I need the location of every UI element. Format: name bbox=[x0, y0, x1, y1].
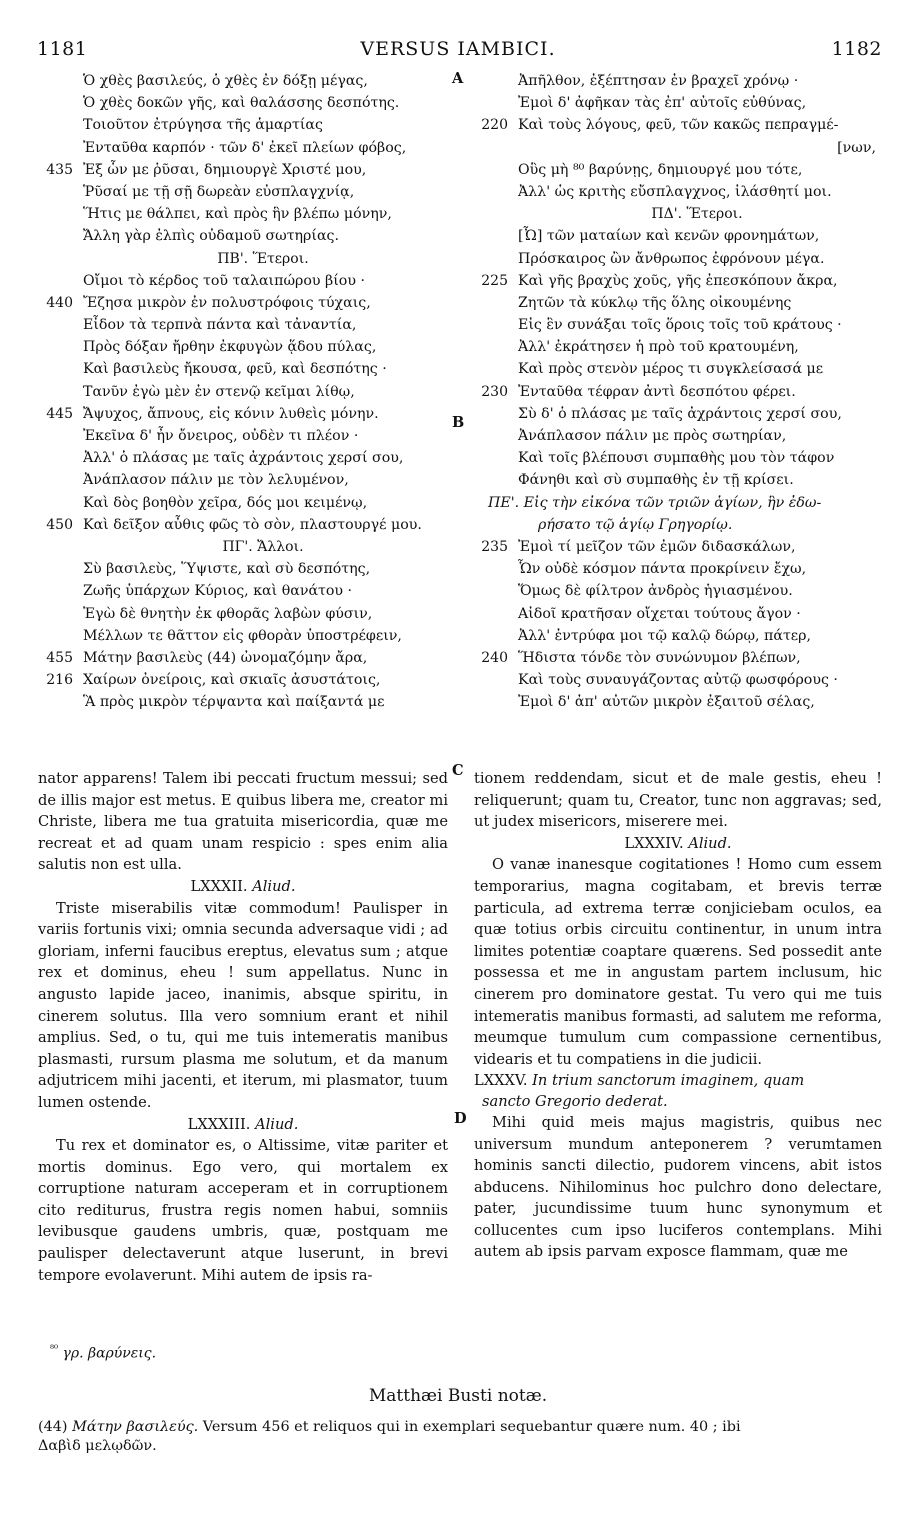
verse-text: Ἄλλη γὰρ ἐλπὶς οὐδαμοῦ σωτηρίας. bbox=[83, 228, 339, 245]
left-page-number: 1181 bbox=[37, 38, 88, 60]
verse-text: Ἀνάπλασον πάλιν με πρὸς σωτηρίαν, bbox=[518, 428, 787, 444]
verse-line bbox=[83, 358, 443, 380]
verse-text: Καὶ δὸς βοηθὸν χεῖρα, δός μοι κειμένῳ, bbox=[83, 494, 368, 511]
verse-text: ΠΓ'. Ἄλλοι. bbox=[222, 538, 304, 555]
verse-line bbox=[518, 70, 876, 92]
verse-number: 216 bbox=[46, 672, 73, 689]
verse-line bbox=[518, 603, 876, 625]
section-heading bbox=[38, 1114, 448, 1136]
verse-line bbox=[83, 381, 443, 403]
verse-text: Ῥῦσαί με τῇ σῇ δωρεὰν εὐσπλαγχνίᾳ, bbox=[83, 183, 355, 200]
latin-paragraph: nator apparens! Talem ibi peccati fructum messui; sed de illis major est metus. E quibus libera me, creator mi Christe, libera me tua gratuita misericordia, quæ me recreat et ad quam unam respicio : spes enim alia salutis non est ulla. bbox=[38, 770, 448, 874]
margin-marker-a: A bbox=[452, 70, 464, 87]
verse-line bbox=[481, 381, 876, 403]
verse-number: 450 bbox=[46, 516, 73, 533]
verse-text: Μάτην βασιλεὺς (44) ὠνομαζόμην ἄρα, bbox=[83, 649, 368, 666]
latin-translation-column-left bbox=[38, 768, 448, 1286]
verse-text: Ὁ χθὲς δοκῶν γῆς, καὶ θαλάσσης δεσπότης. bbox=[83, 95, 400, 112]
verse-line bbox=[488, 492, 876, 514]
verse-line bbox=[83, 225, 443, 247]
margin-marker-b: B bbox=[452, 414, 465, 431]
verse-text: Μέλλων τε θᾶττον εἰς φθορὰν ὑποστρέφειν, bbox=[83, 627, 402, 644]
footnote bbox=[50, 1344, 156, 1362]
verse-line bbox=[518, 181, 876, 203]
verse-line bbox=[83, 137, 443, 159]
verse-line bbox=[481, 270, 876, 292]
verse-text: Φάνηθι καὶ σὺ συμπαθὴς ἐν τῇ κρίσει. bbox=[518, 472, 794, 489]
verse-line bbox=[83, 203, 443, 225]
verse-line bbox=[83, 603, 443, 625]
verse-line bbox=[83, 558, 443, 580]
verse-text: Οἴμοι τὸ κέρδος τοῦ ταλαιπώρου βίου · bbox=[83, 272, 365, 289]
notes-title: Matthæi Busti notæ. bbox=[368, 1386, 548, 1406]
verse-text: Τοιοῦτον ἐτρύγησα τῆς ἁμαρτίας bbox=[83, 117, 323, 134]
verse-line bbox=[518, 292, 876, 314]
verse-text: Ἄψυχος, ἄπνους, εἰς κόνιν λυθεὶς μόνην. bbox=[83, 405, 379, 422]
verse-line bbox=[46, 647, 443, 669]
verse-line bbox=[46, 292, 443, 314]
greek-verse-column-right bbox=[481, 70, 876, 713]
verse-text: Καὶ τοὺς συναυγάζοντας αὐτῷ φωσφόρους · bbox=[518, 672, 838, 689]
verse-text: Ἐνταῦθα καρπόν · τῶν δ' ἐκεῖ πλείων φόβος, bbox=[83, 139, 407, 156]
section-number: LXXXV. bbox=[474, 1072, 528, 1090]
footnote-mark: ⁸⁰ bbox=[50, 1344, 59, 1355]
verse-section-heading bbox=[518, 203, 876, 225]
verse-text: Εἰς ἓν συνάξαι τοῖς ὅροις τοῖς τοῦ κράτους · bbox=[518, 317, 842, 334]
verse-text: Σὺ βασιλεὺς, Ὕψιστε, καὶ σὺ δεσπότης, bbox=[83, 561, 371, 578]
verse-number: 435 bbox=[46, 161, 73, 178]
section-heading bbox=[474, 833, 882, 855]
verse-line bbox=[46, 514, 443, 536]
verse-line bbox=[481, 536, 876, 558]
verse-text: Καὶ τοῖς βλέπουσι συμπαθὴς μου τὸν τάφον bbox=[518, 450, 835, 467]
verse-text: Ἀπῆλθον, ἐξέπτησαν ἐν βραχεῖ χρόνῳ · bbox=[518, 73, 799, 89]
verse-line bbox=[518, 314, 876, 336]
verse-section-heading bbox=[83, 248, 443, 270]
verse-line bbox=[481, 647, 876, 669]
verse-text: Ἀνάπλασον πάλιν με τὸν λελυμένον, bbox=[83, 472, 349, 489]
section-title: Aliud. bbox=[688, 834, 732, 852]
verse-number: 220 bbox=[481, 117, 508, 134]
verse-line bbox=[83, 92, 443, 114]
verse-line bbox=[518, 248, 876, 270]
verse-line bbox=[46, 403, 443, 425]
verse-text: Ζητῶν τὰ κύκλῳ τῆς ὅλης οἰκουμένης bbox=[518, 294, 792, 311]
section-heading bbox=[474, 1070, 882, 1092]
verse-line bbox=[46, 159, 443, 181]
verse-text: Ζωῆς ὑπάρχων Κύριος, καὶ θανάτου · bbox=[83, 583, 353, 600]
verse-line bbox=[518, 336, 876, 358]
verse-line bbox=[83, 270, 443, 292]
verse-text: Ἥτις με θάλπει, καὶ πρὸς ἣν βλέπω μόνην, bbox=[83, 206, 392, 223]
verse-text: ΠΔ'. Ἕτεροι. bbox=[651, 206, 743, 223]
latin-paragraph: Mihi quid meis majus magistris, quibus nec universum mundum anteponerem ? verumtamen hominis sancti dilectio, pudorem vincens, abit istos abducens. Nihilominus hoc pulchro dono delectare, pater, jucundissime tuum hunc synonymum et collucentes cum ipso luciferos contemplans. Mihi autem ab ipsis parvam exposce flammam, quæ me bbox=[474, 1113, 882, 1261]
editor-note bbox=[38, 1418, 882, 1456]
verse-line bbox=[46, 669, 443, 691]
verse-line bbox=[518, 92, 876, 114]
verse-text: ΠΒ'. Ἕτεροι. bbox=[217, 250, 309, 267]
verse-text: [νων, bbox=[837, 139, 876, 156]
verse-text: Τανῦν ἐγὼ μὲν ἐν στενῷ κεῖμαι λίθῳ, bbox=[83, 383, 355, 400]
section-heading bbox=[38, 876, 448, 898]
verse-number: 225 bbox=[481, 272, 508, 289]
verse-section-heading bbox=[83, 536, 443, 558]
note-text: Versum 456 et reliquos qui in exemplari sequebantur quære num. 40 ; ibi bbox=[202, 1419, 741, 1435]
section-number: LXXXII. bbox=[190, 877, 248, 895]
margin-marker-c: C bbox=[452, 762, 464, 779]
verse-text: Ἥδιστα τόνδε τὸν συνώνυμον βλέπων, bbox=[518, 649, 801, 666]
verse-line bbox=[518, 358, 876, 380]
verse-text: Ἀλλ' ὡς κριτὴς εὔσπλαγχνος, ἱλάσθητί μοι. bbox=[518, 183, 832, 200]
verse-number: 445 bbox=[46, 405, 73, 422]
verse-text: Καὶ πρὸς στενὸν μέρος τι συγκλείσασά με bbox=[518, 361, 824, 378]
verse-line bbox=[481, 114, 876, 136]
running-title: VERSUS IAMBICI. bbox=[360, 38, 556, 60]
verse-text: Ἔζησα μικρὸν ἐν πολυστρόφοις τύχαις, bbox=[83, 294, 371, 311]
verse-line bbox=[83, 447, 443, 469]
verse-text: Ἐκεῖνα δ' ἦν ὄνειρος, οὐδὲν τι πλέον · bbox=[83, 428, 359, 444]
note-ref: (44) bbox=[38, 1419, 68, 1435]
verse-line bbox=[518, 514, 876, 536]
latin-paragraph: Tu rex et dominator es, o Altissime, vitæ pariter et mortis dominus. Ego vero, qui mortalem ex corruptione naturam acceperam et in corruptionem cito rediturus, frustra regis nomen habui, somniis levibusque gaudens umbris, quæ, postquam me paulisper delectaverunt atque luserunt, in brevi tempore evolaverunt. Mihi autem de ipsis ra- bbox=[38, 1137, 448, 1284]
note-text-line2: Δαβὶδ μελῳδῶν. bbox=[38, 1438, 157, 1454]
verse-text: Χαίρων ὀνείροις, καὶ σκιαῖς ἀσυστάτοις, bbox=[83, 672, 381, 689]
verse-line bbox=[518, 580, 876, 602]
latin-paragraph: tionem reddendam, sicut et de male gestis, eheu ! reliquerunt; quam tu, Creator, tunc non aggravas; sed, ut judex misericors, miserere mei. bbox=[474, 770, 882, 831]
verse-line bbox=[518, 137, 876, 159]
section-title-continued: sancto Gregorio dederat. bbox=[482, 1092, 668, 1110]
verse-text: Ἐμοὶ δ' ἀφῆκαν τὰς ἐπ' αὐτοῖς εὐθύνας, bbox=[518, 95, 807, 112]
verse-text: Αἰδοῖ κρατῆσαν οἴχεται τούτους ἄγον · bbox=[518, 605, 801, 622]
verse-line bbox=[518, 625, 876, 647]
verse-text: Ἐνταῦθα τέφραν ἀντὶ δεσπότου φέρει. bbox=[518, 383, 796, 400]
right-page-number: 1182 bbox=[831, 38, 882, 60]
verse-text: Ἃ πρὸς μικρὸν τέρψαντα καὶ παίξαντά με bbox=[83, 694, 385, 711]
verse-text: Πρόσκαιρος ὢν ἄνθρωπος ἐφρόνουν μέγα. bbox=[518, 250, 825, 267]
section-number: LXXXIII. bbox=[187, 1115, 251, 1133]
verse-line bbox=[518, 225, 876, 247]
section-title: Aliud. bbox=[255, 1115, 299, 1133]
greek-verse-column-left bbox=[46, 70, 443, 713]
verse-line bbox=[83, 114, 443, 136]
verse-line bbox=[518, 469, 876, 491]
verse-number: 455 bbox=[46, 649, 73, 666]
verse-text: Ἀλλ' ὁ πλάσας με ταῖς ἀχράντοις χερσί σου, bbox=[83, 450, 404, 467]
verse-number: 230 bbox=[481, 383, 508, 400]
verse-text: Πρὸς δόξαν ἤρθην ἐκφυγὼν ᾅδου πύλας, bbox=[83, 339, 377, 356]
verse-text: Καὶ βασιλεὺς ἤκουσα, φεῦ, καὶ δεσπότης · bbox=[83, 361, 387, 378]
verse-text: ρήσατο τῷ ἁγίῳ Γρηγορίῳ. bbox=[538, 516, 733, 533]
verse-line bbox=[83, 492, 443, 514]
verse-line bbox=[518, 447, 876, 469]
verse-line bbox=[83, 336, 443, 358]
verse-text: Ἀλλ' ἐκράτησεν ἡ πρὸ τοῦ κρατουμένη, bbox=[518, 339, 799, 356]
verse-number: 440 bbox=[46, 294, 73, 311]
verse-line bbox=[83, 314, 443, 336]
verse-text: Ὧν οὐδὲ κόσμον πάντα προκρίνειν ἔχω, bbox=[518, 561, 807, 578]
verse-text: Καὶ τοὺς λόγους, φεῦ, τῶν κακῶς πεπραγμέ- bbox=[518, 117, 839, 134]
latin-paragraph: O vanæ inanesque cogitationes ! Homo cum essem temporarius, magna cogitabam, et brevis terræ particula, ad extrema terræ conjiciebam oculos, ea quæ totius orbis circuitu continentur, in unum intra limites potentiæ coaptare quærens. Sed possedit ante possessa et me in angustam partem inclusum, hic cinerem pro dominatore gestat. Tu vero qui me tuis intemeratis manibus formasti, ad salutem me reforma, meumque tumulum cum compassione cernentibus, videaris et tu compatiens in die judicii. bbox=[474, 856, 882, 1068]
verse-line bbox=[83, 181, 443, 203]
verse-line bbox=[83, 580, 443, 602]
verse-text: ΠΕ'. Εἰς τὴν εἰκόνα τῶν τριῶν ἁγίων, ἣν ἐδω- bbox=[488, 494, 822, 511]
verse-line bbox=[83, 691, 443, 713]
verse-line bbox=[518, 159, 876, 181]
verse-text: Εἶδον τὰ τερπνὰ πάντα καὶ τἀναντία, bbox=[83, 317, 357, 334]
verse-text: Καὶ δεῖξον αὖθις φῶς τὸ σὸν, πλαστουργέ μου. bbox=[83, 516, 422, 533]
verse-text: Οὓς μὴ ⁸⁰ βαρύνῃς, δημιουργέ μου τότε, bbox=[518, 161, 803, 178]
verse-line bbox=[83, 469, 443, 491]
margin-marker-d: D bbox=[454, 1110, 467, 1127]
note-lemma: Μάτην βασιλεύς. bbox=[72, 1419, 199, 1435]
verse-text: Ἐμοὶ δ' ἀπ' αὐτῶν μικρὸν ἐξαιτοῦ σέλας, bbox=[518, 694, 815, 711]
verse-line bbox=[518, 691, 876, 713]
verse-text: Ἐξ ὧν με ῥῦσαι, δημιουργὲ Χριστέ μου, bbox=[83, 161, 367, 178]
footnote-text: γρ. βαρύνεις. bbox=[62, 1345, 157, 1362]
section-number: LXXXIV. bbox=[624, 834, 684, 852]
verse-line bbox=[83, 70, 443, 92]
verse-text: Ἀλλ' ἐντρύφα μοι τῷ καλῷ δώρῳ, πάτερ, bbox=[518, 627, 811, 644]
verse-number: 240 bbox=[481, 649, 508, 666]
section-title: In trium sanctorum imaginem, quam bbox=[532, 1072, 805, 1090]
section-title: Aliud. bbox=[252, 877, 296, 895]
verse-line bbox=[83, 425, 443, 447]
verse-text: Ἐγὼ δὲ θνητὴν ἐκ φθορᾶς λαβὼν φύσιν, bbox=[83, 605, 373, 622]
verse-line bbox=[518, 558, 876, 580]
verse-line bbox=[83, 625, 443, 647]
verse-text: Ὁ χθὲς βασιλεύς, ὁ χθὲς ἐν δόξῃ μέγας, bbox=[83, 73, 368, 89]
verse-line bbox=[518, 403, 876, 425]
verse-text: [Ὦ] τῶν ματαίων καὶ κενῶν φρονημάτων, bbox=[518, 228, 820, 245]
verse-line bbox=[518, 425, 876, 447]
verse-text: Καὶ γῆς βραχὺς χοῦς, γῆς ἐπεσκόπουν ἄκρα, bbox=[518, 272, 838, 289]
verse-number: 235 bbox=[481, 538, 508, 555]
verse-text: Ὅμως δὲ φίλτρον ἀνδρὸς ἡγιασμένου. bbox=[518, 583, 793, 600]
verse-text: Σὺ δ' ὁ πλάσας με ταῖς ἀχράντοις χερσί σου, bbox=[518, 405, 842, 422]
verse-line bbox=[518, 669, 876, 691]
latin-paragraph: Triste miserabilis vitæ commodum! Paulisper in variis fortunis vixi; omnia secunda adversaque vidi ; ad gloriam, inferni faucibus ereptus, elevatus sum ; atque rex et dominus, eheu ! sum appellatus. Nunc in angusto lapide jaceo, inanimis, absque spiritu, in cinerem solutus. Illa vero somnium erant et nihil amplius. Sed, o tu, qui me tuis intemeratis manibus plasmasti, rursum plasma me solutum, et da manum adjutricem mihi jacenti, et iterum, mi plasmator, tuum lumen ostende. bbox=[38, 899, 448, 1111]
latin-translation-column-right bbox=[474, 768, 882, 1263]
verse-text: Ἐμοὶ τί μεῖζον τῶν ἐμῶν διδασκάλων, bbox=[518, 538, 796, 555]
